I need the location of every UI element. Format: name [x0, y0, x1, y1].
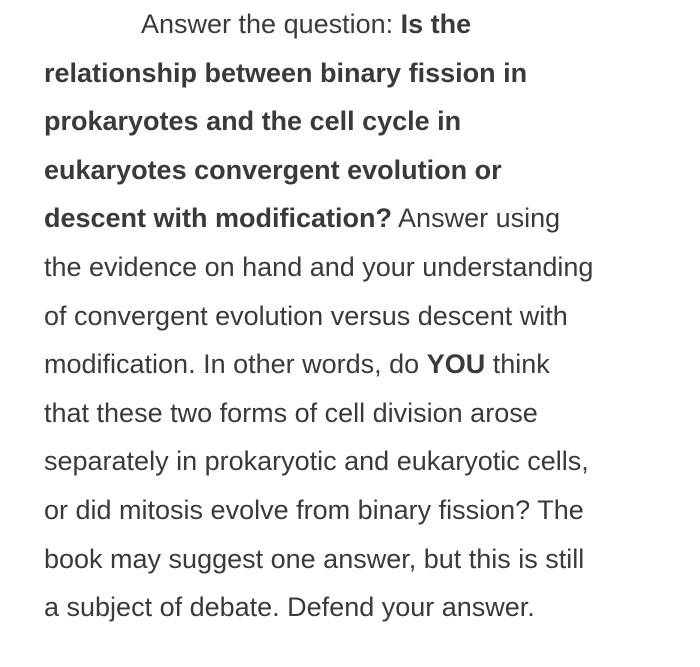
text-line	[44, 340, 684, 389]
text-line	[44, 194, 684, 243]
text-run: or did mitosis evolve from binary fission? The	[44, 494, 584, 525]
text-line	[44, 97, 684, 146]
text-run: think	[485, 349, 550, 380]
text-line	[44, 583, 684, 632]
text-line	[44, 486, 684, 535]
text-line	[44, 389, 684, 438]
text-run: Answer the question:	[141, 9, 401, 39]
text-run: that these two forms of cell division arose	[44, 397, 538, 428]
text-run: a subject of debate. Defend your answer.	[44, 592, 535, 623]
text-line	[44, 0, 684, 49]
text-run: modification. In other words, do	[44, 349, 427, 380]
text-run: book may suggest one answer, but this is still	[44, 543, 585, 574]
text-line	[44, 292, 684, 341]
text-line	[44, 243, 684, 292]
emphasis-text: descent with modification?	[44, 203, 393, 234]
emphasis-text: Is the	[400, 9, 472, 39]
text-line	[44, 437, 684, 486]
text-run: separately in prokaryotic and eukaryotic cells,	[44, 446, 589, 477]
emphasis-text: YOU	[426, 349, 486, 380]
text-line	[44, 146, 684, 195]
text-run: Answer using	[392, 203, 561, 234]
question-text	[44, 0, 684, 632]
text-run: the evidence on hand and your understanding	[44, 251, 594, 282]
text-line	[44, 49, 684, 98]
emphasis-text: eukaryotes convergent evolution or	[44, 154, 502, 185]
text-run: of convergent evolution versus descent with	[44, 300, 568, 331]
emphasis-text: prokaryotes and the cell cycle in	[44, 106, 462, 137]
text-line	[44, 535, 684, 584]
emphasis-text: relationship between binary fission in	[44, 57, 528, 88]
